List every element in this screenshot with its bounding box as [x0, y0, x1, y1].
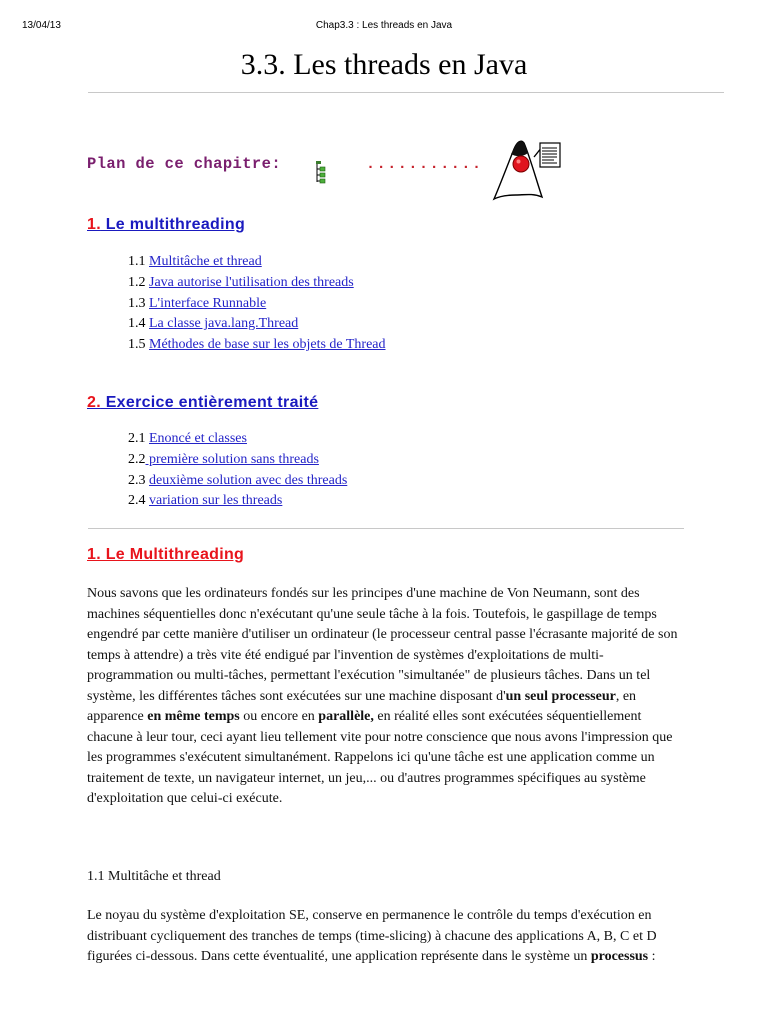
- toc-item: 2.4 variation sur les threads: [128, 493, 283, 509]
- toc-link[interactable]: Multitâche et thread: [149, 254, 262, 269]
- toc-link[interactable]: variation sur les threads: [149, 493, 283, 509]
- toc-list-2: [128, 429, 347, 512]
- toc-item: 2.2 première solution sans threads: [128, 451, 319, 467]
- paragraph-intro: Nous savons que les ordinateurs fondés sur les principes d'une machine de Von Neumann, sont des machines séquentielles donc n'exécutant qu'une seule tâche à la fois. Toutefois, le gaspillage de temps engendré par cette manière d'utiliser un ordinateur (le processeur central passe l'écrasante majorité de son temps à attendre) a très vite été endigué par l'invention de systèmes d'exploitations de multi-programmation ou multi-tâches, permettant l'exécution "simultanée" de plusieurs tâches. Dans un tel système, les différentes tâches sont exécutées sur une machine disposant d'un seul processeur, en apparence en même temps ou encore en parallèle, en réalité elles sont exécutées séquentiellement chacune à leur tour, ceci ayant lieu tellement vite pour notre conscience que nous avons l'impression que les programmes s'exécutent simultanément. Rappelons ici qu'une tâche est une application comme un traitement de texte, un navigateur internet, un jeu,... ou d'autres programmes spécifiques au système d'exploitation que celui-ci exécute.: [87, 586, 678, 806]
- plan-dots: ...........: [366, 156, 483, 173]
- toc-section-1-link[interactable]: 1. Le multithreading: [87, 216, 246, 233]
- print-date: 13/04/13: [22, 20, 61, 31]
- toc-link[interactable]: L'interface Runnable: [149, 295, 267, 311]
- toc-item: 1.2 Java autorise l'utilisation des threads: [128, 274, 354, 290]
- toc-link[interactable]: La classe java.lang.Thread: [149, 316, 299, 332]
- print-page-title: Chap3.3 : Les threads en Java: [315, 20, 453, 31]
- toc-item: 1.4 La classe java.lang.Thread: [128, 316, 299, 332]
- toc-list-1: [128, 252, 386, 356]
- toc-section-2-link[interactable]: 2. Exercice entièrement traité: [87, 394, 319, 411]
- title-divider: [88, 92, 724, 93]
- section-heading: 1. Le Multithreading: [87, 546, 245, 563]
- page-title: 3.3. Les threads en Java: [240, 48, 528, 81]
- paragraph-multitask: Le noyau du système d'exploitation SE, conserve en permanence le contrôle du temps d'exécution en distribuant cycliquement des tranches de temps (time-slicing) à chacune des applications A, B, C et D figurées ci-dessous. Dans cette éventualité, une application représente dans le système un processus :: [87, 908, 657, 964]
- toc-link[interactable]: Enoncé et classes: [149, 431, 247, 446]
- plan-label: Plan de ce chapitre:: [87, 155, 282, 173]
- toc-item: 2.1 Enoncé et classes: [128, 431, 247, 446]
- toc-link[interactable]: Méthodes de base sur les objets de Thread: [149, 337, 386, 353]
- print-header: [0, 20, 768, 34]
- subsection-heading: 1.1 Multitâche et thread: [87, 869, 221, 884]
- duke-mascot-icon: [490, 135, 566, 201]
- toc-link[interactable]: première solution sans threads: [145, 451, 319, 467]
- toc-link[interactable]: deuxième solution avec des threads: [149, 472, 348, 488]
- toc-item: 1.1 Multitâche et thread: [128, 254, 262, 269]
- toc-item: 1.5 Méthodes de base sur les objets de Thread: [128, 337, 386, 353]
- toc-item: 1.3 L'interface Runnable: [128, 295, 267, 311]
- toc-link[interactable]: Java autorise l'utilisation des threads: [149, 274, 354, 290]
- tree-icon: [312, 160, 326, 184]
- toc-item: 2.3 deuxième solution avec des threads: [128, 472, 348, 488]
- section-divider: [88, 528, 684, 529]
